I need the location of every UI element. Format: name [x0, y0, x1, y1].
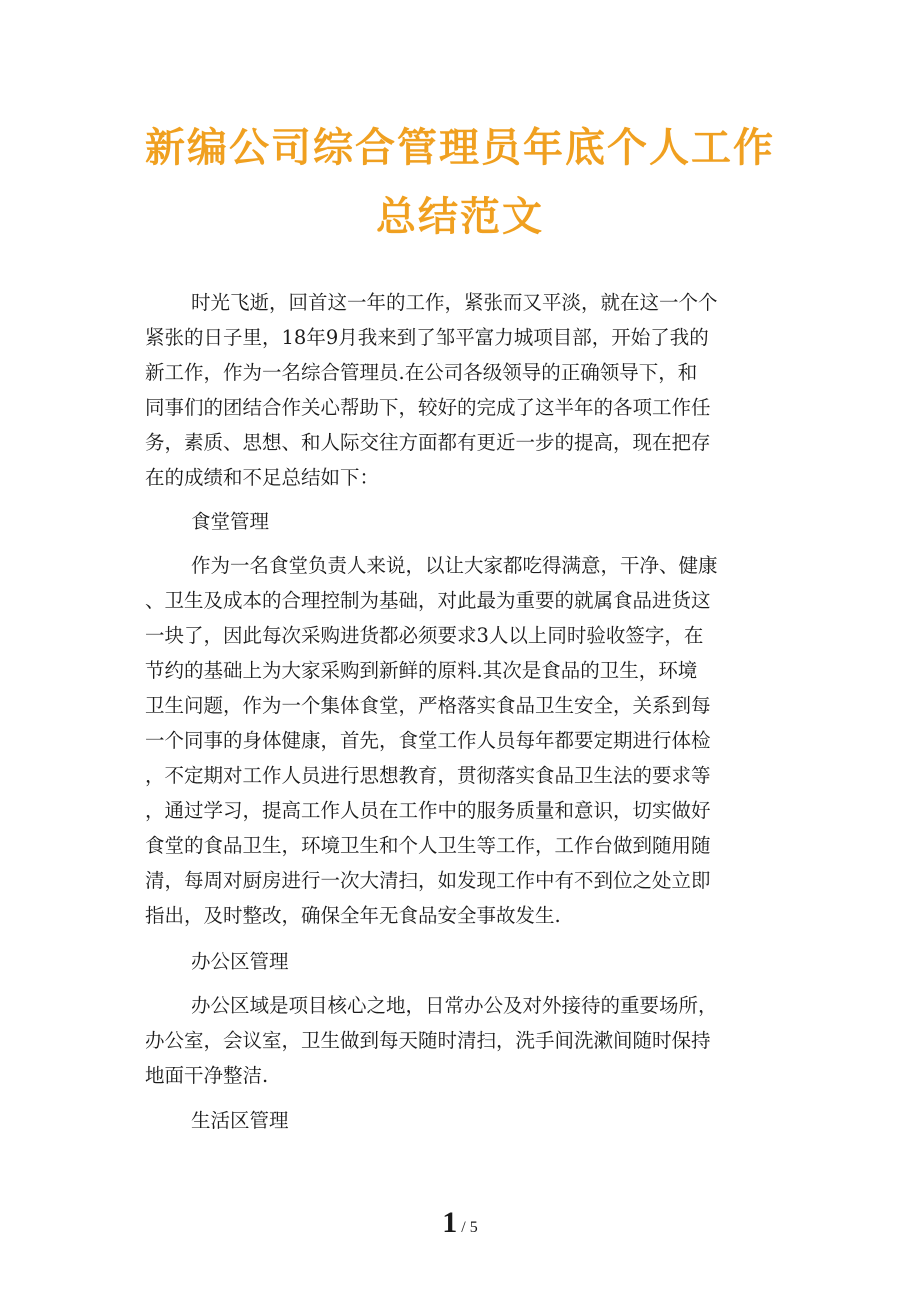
canteen-paragraph: [145, 548, 777, 933]
paragraph-line: 在的成绩和不足总结如下：: [145, 466, 380, 489]
intro-paragraph: [145, 285, 777, 495]
paragraph-line: 一块了，因此每次采购进货都必须要求3人以上同时验收签字，在: [145, 624, 704, 647]
page-indicator: [0, 1206, 920, 1240]
section-heading-canteen: 食堂管理: [191, 510, 270, 533]
paragraph-line: 食堂的食品卫生，环境卫生和个人卫生等工作，工作台做到随用随: [145, 834, 711, 857]
total-pages: / 5: [461, 1219, 478, 1236]
document-title-line-1: 新编公司综合管理员年底个人工作: [145, 124, 775, 171]
paragraph-line: ，不定期对工作人员进行思想教育，贯彻落实食品卫生法的要求等: [145, 764, 711, 787]
section-heading-office: 办公区管理: [191, 950, 289, 973]
section-heading-living: 生活区管理: [191, 1109, 289, 1132]
paragraph-line: 办公室，会议室，卫生做到每天随时清扫，洗手间洗漱间随时保持: [145, 1029, 711, 1052]
paragraph-line: 一个同事的身体健康，首先，食堂工作人员每年都要定期进行体检: [145, 729, 711, 752]
paragraph-line: 紧张的日子里，18年9月我来到了邹平富力城项目部，开始了我的: [145, 326, 709, 349]
paragraph-line: 清，每周对厨房进行一次大清扫，如发现工作中有不到位之处立即: [145, 869, 711, 892]
office-paragraph: [145, 988, 777, 1093]
paragraph-line: 时光飞逝，回首这一年的工作，紧张而又平淡，就在这一个个: [191, 291, 718, 314]
paragraph-line: 务，素质、思想、和人际交往方面都有更近一步的提高，现在把存: [145, 431, 711, 454]
paragraph-line: 新工作，作为一名综合管理员.在公司各级领导的正确领导下，和: [145, 361, 698, 384]
paragraph-line: ，通过学习，提高工作人员在工作中的服务质量和意识，切实做好: [145, 799, 711, 822]
paragraph-line: 办公区域是项目核心之地，日常办公及对外接待的重要场所，: [191, 994, 718, 1017]
paragraph-line: 地面干净整洁.: [145, 1064, 269, 1087]
paragraph-line: 指出，及时整改，确保全年无食品安全事故发生.: [145, 904, 561, 927]
paragraph-line: 同事们的团结合作关心帮助下，较好的完成了这半年的各项工作任: [145, 396, 711, 419]
document-title-line-2: 总结范文: [376, 193, 544, 240]
paragraph-line: 作为一名食堂负责人来说，以让大家都吃得满意，干净、健康: [191, 554, 718, 577]
paragraph-line: 卫生问题，作为一个集体食堂，严格落实食品卫生安全，关系到每: [145, 694, 711, 717]
paragraph-line: 节约的基础上为大家采购到新鲜的原料.其次是食品的卫生，环境: [145, 659, 698, 682]
paragraph-line: 、卫生及成本的合理控制为基础，对此最为重要的就属食品进货这: [145, 589, 711, 612]
current-page-number: 1: [442, 1206, 458, 1239]
